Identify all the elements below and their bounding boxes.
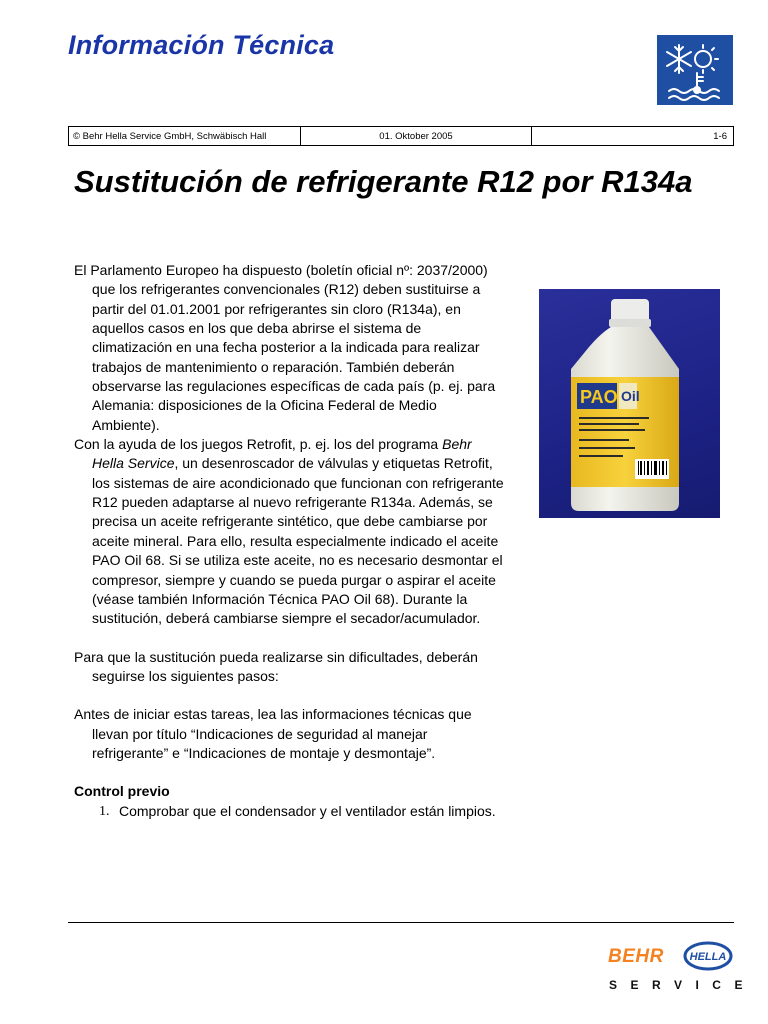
footer-divider <box>68 922 734 923</box>
bottle-label-text: Oil <box>621 388 640 404</box>
behr-logo: BEHR <box>608 946 664 967</box>
retrofit-paragraph <box>74 435 504 628</box>
steps-intro-paragraph: Para que la sustitución pueda realizarse sin dificultades, deberán seguirse los siguientes pasos: <box>74 648 478 684</box>
steps-list <box>74 802 504 821</box>
product-photo <box>539 289 720 518</box>
retrofit-text-end: , un desenroscador de válvulas y etiquetas Retrofit, los sistemas de aire acondicionado que funcionan con refrigerante R12 pueden adaptarse al nuevo refrigerante R134a. Además, se precisa un aceite refrigerante sintético, que debe cambiarse por aceite mineral. Para ello, resulta especialmente indicado el aceite PAO Oil 68. Si se utiliza este aceite, no es necesario desmontar el compresor, siempre y cuando se pueda purgar o aspirar el aceite (véase también Información Técnica PAO Oil 68). Durante la sustitución, deberá cambiarse siempre el secador/acumulador. <box>92 455 504 627</box>
document-title: Sustitución de refrigerante R12 por R134a <box>74 164 693 199</box>
document-info-bar <box>68 126 734 146</box>
snowflake-sun-thermometer-icon <box>657 35 733 105</box>
intro-paragraph: El Parlamento Europeo ha dispuesto (boletín oficial nº: 2037/2000) que los refrigerantes convencionales (R12) deben sustituirse a partir del 01.01.2001 por refrigerantes sin cloro (R134a), en aquellos casos en los que deba abrirse el sistema de climatización en una fecha posterior a la indicada para realizar trabajos de mantenimiento o reparación. También deberán observarse las regulaciones específicas de cada país (p. ej. para Alemania: disposiciones de la Oficina Federal de Medio Ambiente). <box>74 262 496 433</box>
hella-oval-icon <box>683 941 733 971</box>
program-name: Behr Hella Service <box>92 436 472 472</box>
hella-text: HELLA <box>689 951 727 963</box>
service-wordmark: SERVICE <box>609 978 756 992</box>
hella-logo <box>683 941 733 971</box>
date-cell: 01. Oktober 2005 <box>301 127 532 145</box>
step-number: 1. <box>99 803 110 819</box>
copyright-cell: © Behr Hella Service GmbH, Schwäbisch Hall <box>69 127 301 145</box>
document-body <box>74 261 504 821</box>
oil-bottle-image <box>539 289 720 518</box>
list-item <box>74 802 504 821</box>
climate-logo <box>657 35 733 105</box>
section-heading: Control previo <box>74 783 170 800</box>
retrofit-text-start: Con la ayuda de los juegos Retrofit, p. ej. los del programa <box>74 436 443 453</box>
step-text: Comprobar que el condensador y el ventilador están limpios. <box>119 802 496 819</box>
page-number-cell: 1-6 <box>713 130 727 142</box>
safety-paragraph: Antes de iniciar estas tareas, lea las informaciones técnicas que llevan por título “Indicaciones de seguridad al manejar refrigerante” e “Indicaciones de montaje y desmontaje”. <box>74 706 472 761</box>
bottle-brand-text: PAO <box>580 387 618 407</box>
page-header-title: Información Técnica <box>68 30 335 60</box>
